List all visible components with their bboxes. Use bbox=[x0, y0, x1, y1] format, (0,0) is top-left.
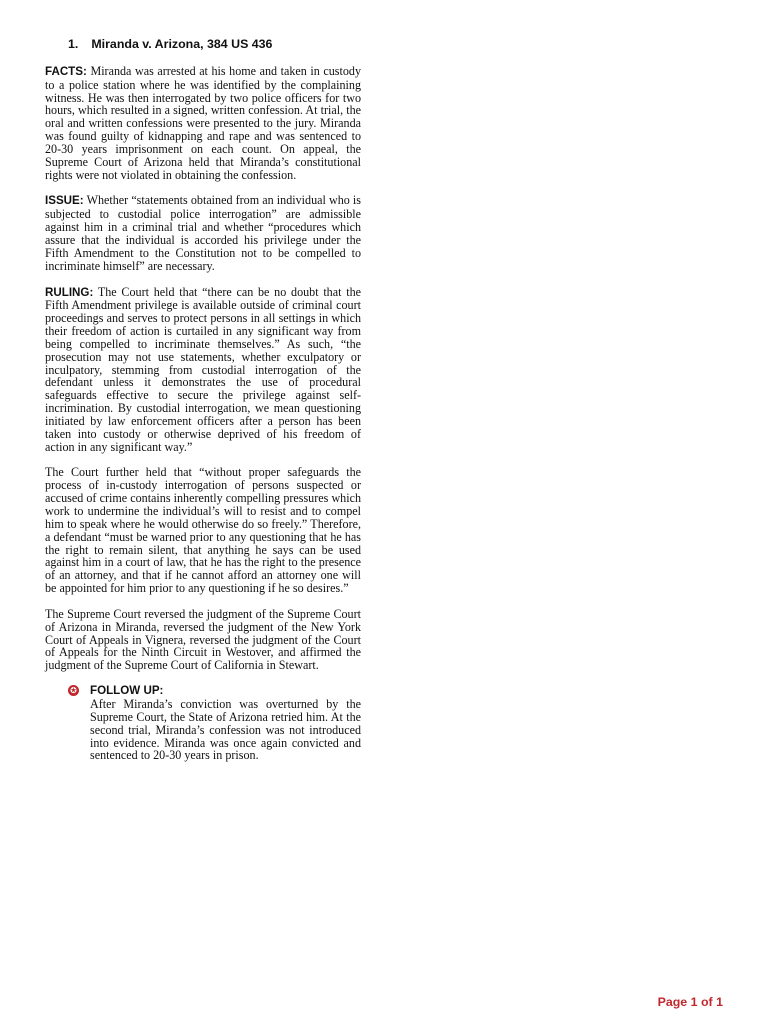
issue-text: Whether “statements obtained from an individual who is subjected to custodial police interrogation” are admissible against him in a criminal trial and whether “procedures which assure that the individual is accorded his privilege under the Fifth Amendment to the Constitution not to be compelled to incriminate himself” are necessary. bbox=[45, 193, 361, 273]
issue-paragraph bbox=[45, 194, 361, 272]
facts-text: Miranda was arrested at his home and taken in custody to a police station where he was identified by the complaining witness. He was then interrogated by two police officers for two hours, which resulted in a signed, written confession. At trial, the oral and written confessions were presented to the jury. Miranda was found guilty of kidnapping and rape and was sentenced to 20-30 years imprisonment on each count. On appeal, the Supreme Court of Arizona held that Miranda’s constitutional rights were not violated in obtaining the confession. bbox=[45, 63, 361, 182]
reversal-paragraph: The Supreme Court reversed the judgment of the Supreme Court of Arizona in Miranda, reversed the judgment of the New York Court of Appeals in Vignera, reversed the judgment of the Court of Appeals for the Ninth Circuit in Westover, and affirmed the judgment of the Supreme Court of California in Stewart. bbox=[45, 606, 361, 673]
follow-up-title: FOLLOW UP: bbox=[90, 684, 164, 698]
facts-label: FACTS: bbox=[45, 64, 87, 78]
further-holding-paragraph: The Court further held that “without proper safeguards the process of in-custody interrogation of persons suspected or accused of crime contains inherently compelling pressures which work to undermine the individual’s will to resist and to compel him to speak where he would otherwise do so freely.” Therefore, a defendant “must be warned prior to any questioning that he has the right to remain silent, that anything he says can be used against him in a court of law, that he has the right to the presence of an attorney, and that if he cannot afford an attorney one will be appointed for him prior to any questioning if he so desires.” bbox=[45, 465, 361, 596]
page-number: Page 1 of 1 bbox=[657, 995, 723, 1009]
ruling-paragraph bbox=[45, 286, 361, 454]
case-title: Miranda v. Arizona, 384 US 436 bbox=[91, 37, 273, 51]
follow-up-text: After Miranda’s conviction was overturned by the Supreme Court, the State of Arizona retried him. At the second trial, Miranda’s confession was not introduced into evidence. Miranda was once again convicted and sentenced to 20-30 years in prison. bbox=[90, 696, 361, 763]
star-bullet-icon: ✪ bbox=[68, 685, 79, 696]
case-heading bbox=[68, 38, 361, 51]
case-number: 1. bbox=[68, 37, 79, 51]
follow-up-section bbox=[45, 685, 361, 762]
ruling-label: RULING: bbox=[45, 285, 94, 299]
ruling-text: The Court held that “there can be no doubt that the Fifth Amendment privilege is available outside of criminal court proceedings and serves to protect persons in all settings in which their freedom of action is curtailed in any significant way from being compelled to incriminate themselves.” As such, “the prosecution may not use statements, whether exculpatory or inculpatory, stemming from custodial interrogation of the defendant unless it demonstrates the use of procedural safeguards effective to secure the privilege against self-incrimination. By custodial interrogation, we mean questioning initiated by law enforcement officers after a person has been taken into custody or otherwise deprived of his freedom of action in any significant way.” bbox=[45, 284, 361, 454]
case-digest bbox=[45, 38, 361, 762]
facts-paragraph bbox=[45, 65, 361, 182]
issue-label: ISSUE: bbox=[45, 194, 84, 208]
